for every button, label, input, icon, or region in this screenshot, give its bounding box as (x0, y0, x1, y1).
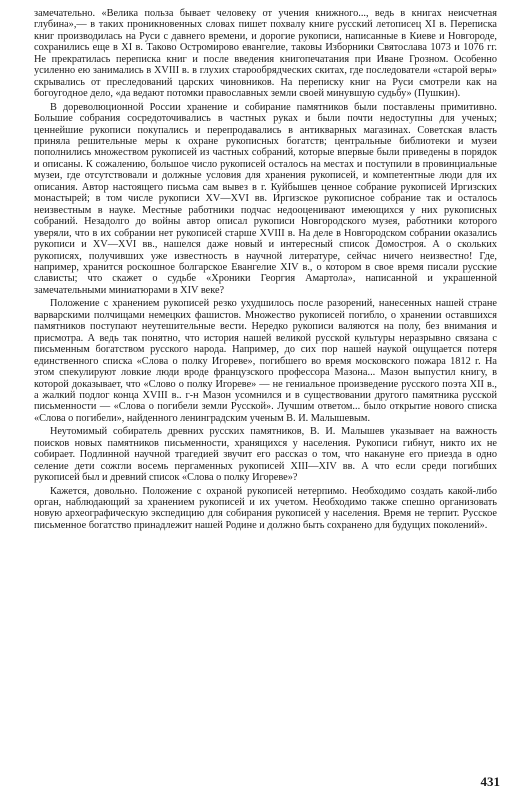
page-number: 431 (480, 774, 500, 789)
document-page (34, 8, 497, 531)
paragraph-5: Кажется, довольно. Положение с охраной рукописей нетерпимо. Необходимо создать какой-либо орган, наблюдающий за хранением рукописей и их учетом. Необходимо также спешно организовать новую археографическую экспедицию для собирания рукописей у населения. Время не терпит. Русское письменное богатство принадлежит нашей Родине и должно быть сохранено для будущих поколений». (34, 485, 497, 531)
paragraph-1: замечательно. «Велика польза бывает человеку от учения книжного..., ведь в книгах неисчетная глубина»,— в таких проникновенных словах пишет похвалу книге русский летописец XI в. Переписка книг производилась на Руси с давнего времени, и дорогие рукописи, написанные в Киеве и Новгороде, сохранились еще в XI в. Таково Остромирово евангелие, таковы Изборники Святослава 1073 и 1076 гг. Не прекратилась переписка книг и после введения книгопечатания при Иване Грозном. Особенно усиленно ею занимались в XVIII в. в глухих старообрядческих скитах, где последователи «старой веры» скрывались от преследований царских чиновников. На переписку книг на Руси смотрели как на богоугодное дело, «да ведают потомки православных земли своей минувшую судьбу» (Пушкин). (34, 8, 497, 100)
paragraph-4: Неутомимый собиратель древних русских памятников, В. И. Малышев указывает на важность поисков новых памятников письменности, хранящихся у населения. Рукописи гибнут, никто их не собирает. Подлинной научной трагедией звучит его рассказ о том, что накануне его приезда в одно селение дети сожгли восемь пергаменных рукописей XIII—XIV вв. А что если среди погибших рукописей был и древний список «Слова о полку Игореве»? (34, 426, 497, 484)
paragraph-3: Положение с хранением рукописей резко ухудшилось после разорений, нанесенных нашей стране варварскими полчищами немецких фашистов. Множество рукописей погибло, о хранении оставшихся памятников поступают неутешительные вести. Нередко рукописи валяются на полу, без внимания и присмотра. А ведь так понятно, что история нашей великой русской культуры неразрывно связана с письменным богатством русского народа. Например, до сих пор нашей наукой ощущается потеря единственного списка «Слова о полку Игореве», погибшего во время московского пожара 1812 г. На этом спекулируют ловкие люди вроде французского профессора Мазона... Мазон выпустил книгу, в которой доказывает, что «Слово о полку Игореве» — не гениальное произведение русского поэта XII в., а жалкий подлог конца XVIII в.. г-н Мазон усомнился и в существовании другого памятника русской письменности — «Слова о погибели земли Русской». Лучшим ответом... было открытие нового списка «Слова о погибели», найденного ленинградским ученым В. И. Малышевым. (34, 298, 497, 424)
paragraph-2: В дореволюционной России хранение и собирание памятников были поставлены примитивно. Большие собрания сосредоточивались в частных руках и были почти недоступны для ученых; ценнейшие рукописи покупались и перепродавались в антикварных магазинах. Советская власть приняла решительные меры к охране рукописных богатств; центральные библиотеки и музеи пополнились множеством рукописей из частных собраний, которые впервые были приведены в порядок и описаны. К сожалению, большое число рукописей осталось на местах и поступили в провинциальные музеи, где отсутствовали и должные условия для хранения рукописей, и компетентные люди для их описания. Автор настоящего письма сам вывез в г. Куйбышев ценное собрание рукописей Иргизских монастырей; в том числе рукописи XV—XVI вв. Иргизское рукописное собрание так и осталось неизвестным в науке. Местные работники подчас недооценивают имеющихся у них рукописных собраний. Незадолго до войны автор описал рукописи Новгородского музея, работники которого уверяли, что в их собрании нет рукописей старше XVIII в. На деле в Новгородском собрании оказались рукописи и XV—XVI вв., нашелся даже новый и интересный список Домостроя. А о скольких рукописях, получивших уже известность в научной литературе, сейчас ничего неизвестно! Где, например, хранится роскошное болгарское Евангелие XIV в., о котором в свое время писали русские слависты; что скажет о судьбе «Хроники Георгия Амартола», написанной и украшенной замечательными миниатюрами в XIV веке? (34, 101, 497, 296)
